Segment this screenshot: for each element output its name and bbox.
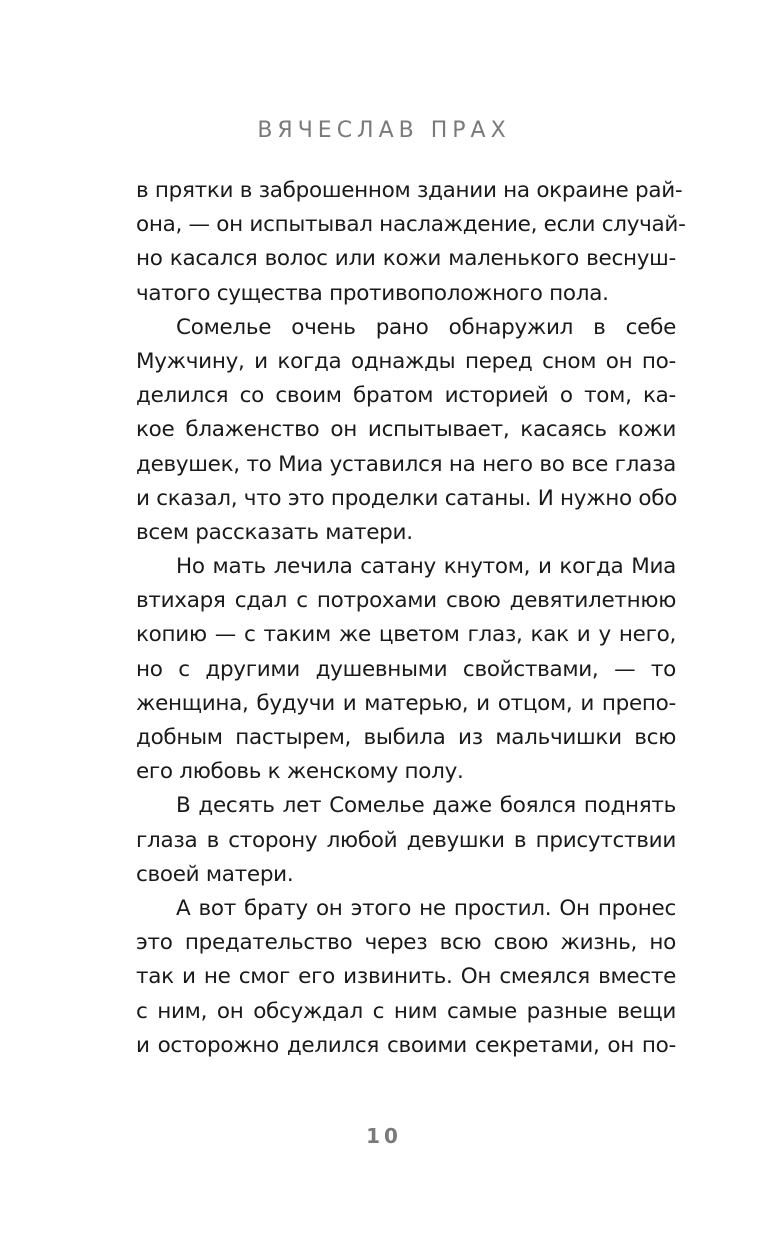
text-line: Мужчину, и когда однажды перед сном он по- [136,348,676,374]
text-line: женщина, будучи и матерью, и отцом, и препо- [136,690,676,716]
text-line: она, — он испытывал наслаждение, если случай- [136,212,686,238]
text-line: его любовь к женскому полу. [136,759,464,785]
text-line: копию — с таким же цветом глаз, как и у него, [136,622,676,648]
text-line: кое блаженство он испытывает, касаясь кожи [136,417,676,443]
text-line: но касался волос или кожи маленького веснуш- [136,246,676,272]
text-line: всем рассказать матери. [136,519,413,545]
text-line: В десять лет Сомелье даже боялся поднять [176,793,676,819]
text-line: Но мать лечила сатану кнутом, и когда Миа [176,554,676,580]
text-line: делился со своим братом историей о том, ка- [136,383,676,409]
text-line: но с другими душевными свойствами, — то [136,656,676,682]
text-line: Сомелье очень рано обнаружил в себе [176,314,676,340]
text-line: и сказал, что это проделки сатаны. И нужно обо [136,485,678,511]
text-line: глаза в сторону любой девушки в присутствии [136,827,676,853]
text-line: так и не смог его извинить. Он смеялся вместе [136,964,676,990]
page-number: 10 [366,1124,402,1148]
text-line: чатого существа противоположного пола. [136,280,609,306]
text-line: в прятки в заброшенном здании на окраине рай- [136,178,683,203]
text-line: девушек, то Миа уставился на него во все глаза [136,451,676,477]
text-line: А вот брату он этого не простил. Он пронес [176,895,676,921]
text-line: втихаря сдал с потрохами свою девятилетнюю [136,588,676,614]
text-line: своей матери. [136,861,294,887]
body-text [136,174,686,1063]
running-head: ВЯЧЕСЛАВ ПРАХ [257,118,511,143]
text-line: добным пастырем, выбила из мальчишки всю [136,725,676,750]
text-line: и осторожно делился своими секретами, он по- [136,1032,676,1058]
text-line: это предательство через всю свою жизнь, но [136,930,676,956]
text-line: с ним, он обсуждал с ним самые разные вещи [136,998,676,1024]
